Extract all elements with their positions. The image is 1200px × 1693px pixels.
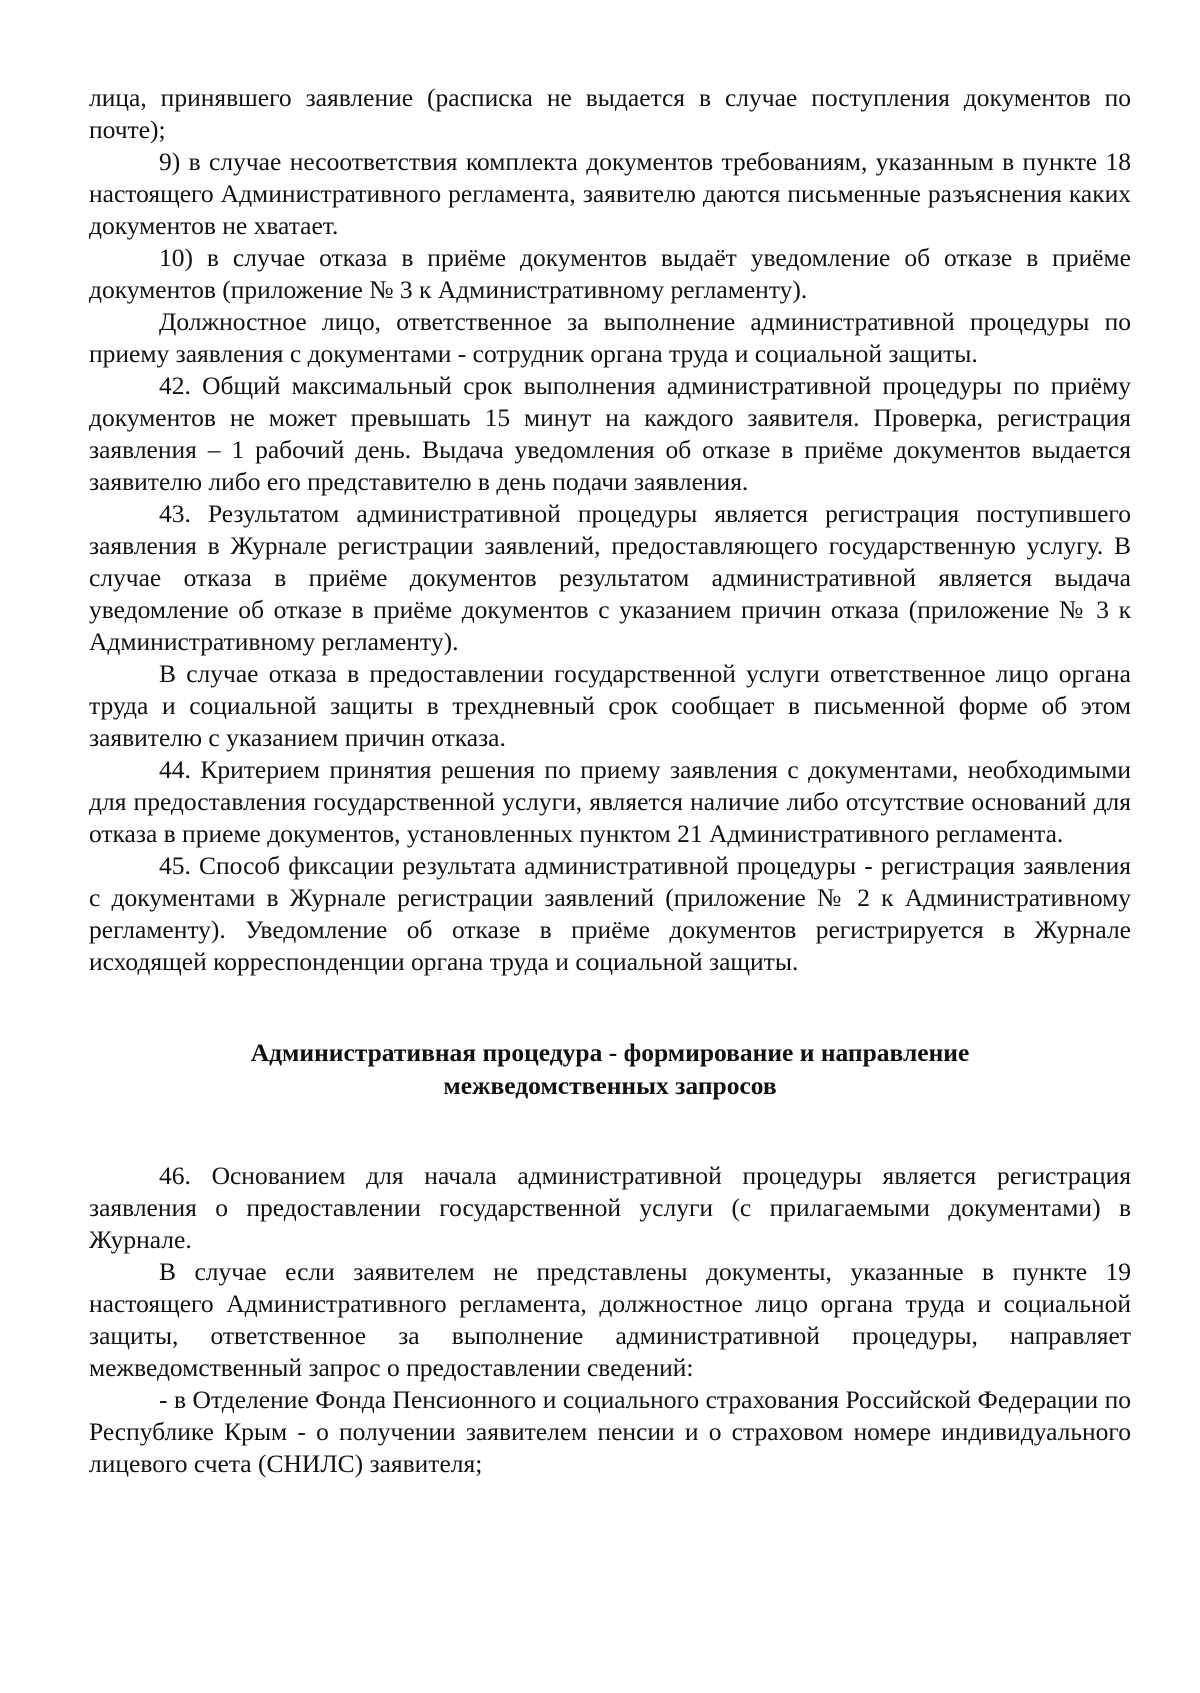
paragraph-pension-fund-request: - в Отделение Фонда Пенсионного и социального страхования Российской Федерации по Республике Крым - о получении заявителем пенсии и о страховом номере индивидуального лицевого счета (СНИЛС) заявителя; (89, 1385, 1131, 1478)
paragraph-45: 45. Способ фиксации результата административной процедуры - регистрация заявления с документами в Журнале регистрации заявлений (приложение № 2 к Административному регламенту). Уведомление об отказе в приёме документов регистрируется в Журнале исходящей корреспонденции органа труда и социальной защиты. (89, 851, 1131, 976)
paragraph-item-10: 10) в случае отказа в приёме документов выдаёт уведомление об отказе в приёме документов (приложение № 3 к Административному регламенту). (89, 243, 1131, 304)
section-heading-line-1: Административная процедура - формирование и направление (250, 1038, 970, 1067)
paragraph-missing-documents: В случае если заявителем не представлены документы, указанные в пункте 19 настоящего Административного регламента, должностное лицо органа труда и социальной защиты, ответственное за выполнение административной процедуры, направляет межведомственный запрос о предоставлении сведений: (89, 1257, 1131, 1382)
paragraph-43: 43. Результатом административной процедуры является регистрация поступившего заявления в Журнале регистрации заявлений, предоставляющего государственную услугу. В случае отказа в приёме документов результатом административной является выдача уведомление об отказе в приёме документов с указанием причин отказа (приложение № 3 к Административному регламенту). (89, 499, 1131, 656)
paragraph-refusal-notice: В случае отказа в предоставлении государственной услуги ответственное лицо органа труда и социальной защиты в трехдневный срок сообщает в письменной форме об этом заявителю с указанием причин отказа. (89, 659, 1131, 752)
paragraph-responsible-official: Должностное лицо, ответственное за выполнение административной процедуры по приему заявления с документами - сотрудник органа труда и социальной защиты. (89, 307, 1131, 368)
paragraph-44: 44. Критерием принятия решения по приему заявления с документами, необходимыми для предоставления государственной услуги, является наличие либо отсутствие оснований для отказа в приеме документов, установленных пунктом 21 Административного регламента. (89, 755, 1131, 848)
paragraph-item-9: 9) в случае несоответствия комплекта документов требованиям, указанным в пункте 18 настоящего Административного регламента, заявителю даются письменные разъяснения каких документов не хватает. (89, 147, 1131, 240)
document-page (89, 82, 1131, 1480)
paragraph-46: 46. Основанием для начала административной процедуры является регистрация заявления о предоставлении государственной услуги (с прилагаемыми документами) в Журнале. (89, 1161, 1131, 1254)
paragraph-42: 42. Общий максимальный срок выполнения административной процедуры по приёму документов не может превышать 15 минут на каждого заявителя. Проверка, регистрация заявления – 1 рабочий день. Выдача уведомления об отказе в приёме документов выдается заявителю либо его представителю в день подачи заявления. (89, 371, 1131, 496)
section-heading-line-2: межведомственных запросов (443, 1071, 777, 1100)
section-heading (89, 1036, 1131, 1102)
paragraph-continuation: лица, принявшего заявление (расписка не выдается в случае поступления документов по почте); (89, 83, 1131, 144)
